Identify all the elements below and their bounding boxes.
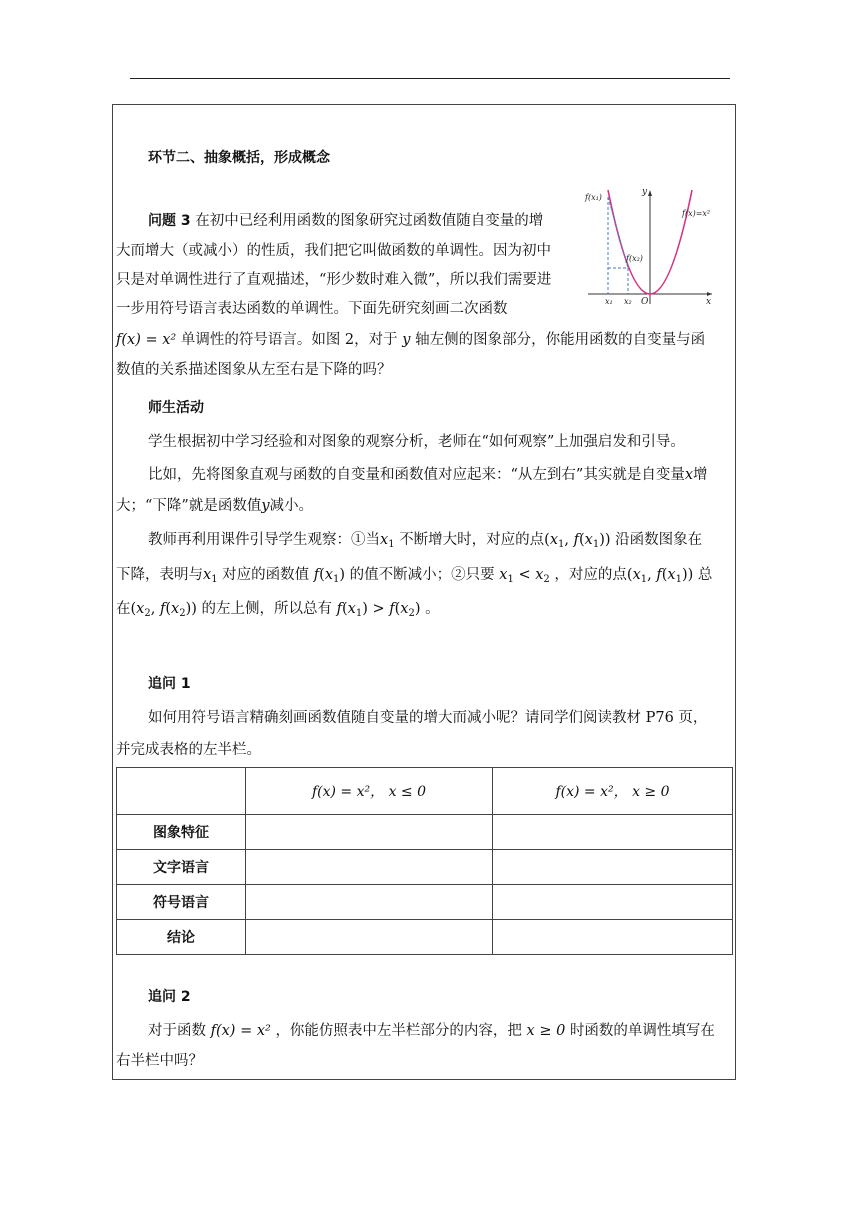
- followup2-condition: x ≥ 0: [526, 1023, 566, 1039]
- x2-label: x₂: [624, 297, 632, 306]
- followup2-title: 追问 2: [148, 989, 191, 1005]
- table-cell-right[interactable]: [493, 920, 733, 955]
- activity-p1: 学生根据初中学习经验和对图象的观察分析，老师在“如何观察”上加强启发和引导。: [148, 434, 685, 450]
- q3-line-2: 大而增大（或减小）的性质，我们把它叫做函数的单调性。因为初中: [116, 243, 551, 259]
- section-title: 环节二、抽象概括，形成概念: [148, 150, 330, 166]
- table-cell-right[interactable]: [493, 850, 733, 885]
- fx1-label: f(x₁): [585, 193, 602, 202]
- x-axis-label: x: [706, 297, 712, 306]
- parabola-figure: [584, 186, 718, 306]
- followup1-title: 追问 1: [148, 676, 191, 692]
- q3-line-6: 数值的关系描述图象从左至右是下降的吗？: [116, 362, 392, 378]
- table-col-right: f(x) = x²， x ≥ 0: [493, 768, 733, 815]
- table-cell-left[interactable]: [246, 885, 493, 920]
- table-cell-left[interactable]: [246, 850, 493, 885]
- table-row-header: 结论: [117, 920, 246, 955]
- activity-p2-line-1: 比如，先将图象直观与函数的自变量和函数值对应起来：“从左到右”其实就是自变量x增: [148, 467, 708, 483]
- curve-label: f(x)=x²: [682, 209, 711, 218]
- x-axis-arrow-icon: [707, 292, 712, 296]
- activity-p3-line-2: 下降，表明与$x_1$ 对应的函数值 $f(x_1)$ 的值不断减小；②只要 $x_1 < x_2$ ，对应的点($x_1$, $f(x_1)$) 总: [116, 567, 713, 585]
- table-row-header: 图象特征: [117, 815, 246, 850]
- followup2-formula: f(x) = x²: [210, 1023, 271, 1039]
- activity-p3-line-3: 在($x_2$, $f(x_2)$) 的左上侧，所以总有 $f(x_1) > f(x_2)$ 。: [116, 601, 440, 619]
- secant-line: [608, 197, 628, 268]
- table-row-header: 符号语言: [117, 885, 246, 920]
- q3-line-5: f(x) = x² 单调性的符号语言。如图 2，对于 y 轴左侧的图象部分，你能用函数的自变量与函: [116, 332, 706, 348]
- fx2-label: f(x₂): [626, 254, 643, 263]
- table-cell-right[interactable]: [493, 885, 733, 920]
- q3-formula: f(x) = x²: [116, 332, 177, 348]
- followup2-line-2: 右半栏中吗？: [116, 1053, 203, 1069]
- activity-p3-line-1: 教师再利用课件引导学生观察：①当$x_1$ 不断增大时，对应的点($x_1$, $f(x_1)$) 沿函数图象在: [148, 532, 703, 550]
- table-header-row: [117, 768, 733, 815]
- y-axis-arrow-icon: [648, 190, 652, 196]
- header-rule: [130, 78, 730, 79]
- followup1-line-2: 并完成表格的左半栏。: [116, 742, 261, 758]
- y-axis-label: y: [642, 187, 648, 197]
- table-corner-cell: [117, 768, 246, 815]
- activity-title: 师生活动: [148, 400, 204, 416]
- q3-line-1: 问题 3 在初中已经利用函数的图象研究过函数值随自变量的增: [148, 213, 544, 229]
- q3-line-4: 一步用符号语言表达函数的单调性。下面先研究刻画二次函数: [116, 301, 508, 317]
- q3-label: 问题 3: [148, 213, 191, 229]
- table-cell-left[interactable]: [246, 815, 493, 850]
- q3-line-3: 只是对单调性进行了直观描述，“形少数时难入微”，所以我们需要进: [116, 272, 552, 288]
- table-row: [117, 885, 733, 920]
- origin-label: O: [641, 297, 649, 306]
- followup1-line-1: 如何用符号语言精确刻画函数值随自变量的增大而减小呢？请同学们阅读教材 P76 页，: [148, 710, 708, 726]
- table-row-header: 文字语言: [117, 850, 246, 885]
- table-col-left: f(x) = x²， x ≤ 0: [246, 768, 493, 815]
- table-row: [117, 815, 733, 850]
- activity-p2-line-2: 大；“下降”就是函数值y减小。: [116, 498, 314, 514]
- followup2-line-1: 对于函数 f(x) = x² ，你能仿照表中左半栏部分的内容，把 x ≥ 0 时函数的单调性填写在: [148, 1023, 715, 1039]
- x1-label: x₁: [605, 297, 613, 306]
- monotonicity-table: [116, 767, 733, 955]
- table-cell-left[interactable]: [246, 920, 493, 955]
- table-row: [117, 850, 733, 885]
- table-cell-right[interactable]: [493, 815, 733, 850]
- table-row: [117, 920, 733, 955]
